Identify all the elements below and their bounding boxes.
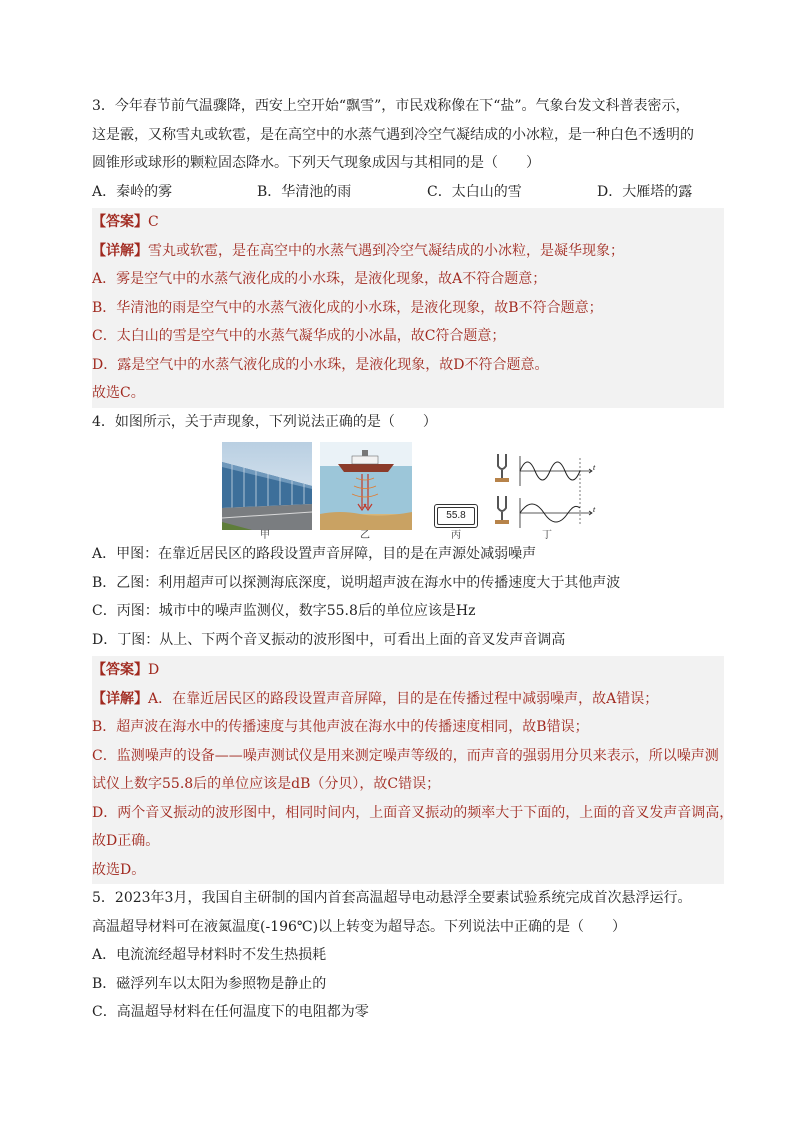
q3-option-d: D．大雁塔的露 (597, 183, 693, 200)
q3-answer-block (92, 208, 724, 408)
axis-t-label-bottom: t (593, 505, 596, 514)
q4-answer: 【答案】D (92, 662, 160, 678)
q4-option-c: C．丙图：城市中的噪声监测仪，数字55.8后的单位应该是Hz (92, 603, 476, 619)
q5-option-c: C．高温超导材料在任何温度下的电阻都为零 (92, 1004, 369, 1020)
noise-meter-display (434, 504, 478, 528)
q3-option-c: C．太白山的雪 (427, 183, 522, 200)
q4-option-d: D．丁图：从上、下两个音叉振动的波形图中，可看出上面的音叉发声音调高 (92, 631, 566, 648)
ship-sonar-image (320, 442, 412, 530)
q3-answer: 【答案】C (92, 214, 159, 230)
q3-option-b: B．华清池的雨 (257, 183, 352, 200)
q3-stem-line: 这是霰，又称雪丸或软雹，是在高空中的水蒸气遇到冷空气凝结成的小冰粒，是一种白色不透明的 (92, 126, 694, 143)
q3-detail-line: B．华清池的雨是空气中的水蒸气液化成的小水珠，是液化现象，故B不符合题意； (92, 299, 603, 316)
q3-detail-line: D．露是空气中的水蒸气液化成的小水珠，是液化现象，故D不符合题意。 (92, 356, 549, 373)
figure-caption-ding: 丁 (542, 530, 552, 541)
q4-stem: 4．如图所示，关于声现象，下列说法正确的是（ ） (92, 413, 437, 430)
q4-option-a: A．甲图：在靠近居民区的路段设置声音屏障，目的是在声源处减弱噪声 (92, 546, 537, 562)
axis-t-label-top: t (593, 463, 596, 472)
figure-caption-yi: 乙 (360, 530, 370, 541)
sound-barrier-image (222, 442, 312, 530)
q4-option-b: B．乙图：利用超声可以探测海底深度，说明超声波在海水中的传播速度大于其他声波 (92, 574, 621, 591)
q3-conclusion: 故选C。 (92, 385, 145, 401)
q3-options (92, 178, 724, 207)
tuning-fork-waveforms (492, 452, 597, 532)
q4-detail-line: 故D正确。 (92, 833, 160, 849)
q3-detail-line: C．太白山的雪是空气中的水蒸气凝华成的小冰晶，故C符合题意； (92, 328, 506, 344)
q4-detail-line: D．两个音叉振动的波形图中，相同时间内，上面音叉振动的频率大于下面的，上面的音叉发声音调高， (92, 804, 734, 821)
question-5 (92, 884, 724, 1027)
q4-detail-line: B．超声波在海水中的传播速度与其他声波在海水中的传播速度相同，故B错误； (92, 719, 589, 735)
question-4 (92, 408, 734, 885)
q5-option-b: B．磁浮列车以太阳为参照物是静止的 (92, 975, 327, 992)
q5-stem-line: 5．2023年3月，我国自主研制的国内首套高温超导电动悬浮全要素试验系统完成首次悬浮运行。 (92, 890, 692, 906)
q4-conclusion: 故选D。 (92, 861, 146, 878)
q4-detail-line: 试仪上数字55.8后的单位应该是dB（分贝），故C错误； (92, 776, 441, 792)
q5-stem-line: 高温超导材料可在液氮温度(-196℃)以上转变为超导态。下列说法中正确的是（ ） (92, 918, 627, 935)
q3-detail-head: 【详解】雪丸或软雹，是在高空中的水蒸气遇到冷空气凝结成的小冰粒，是凝华现象； (92, 242, 624, 259)
figure-caption-jia: 甲 (260, 530, 270, 541)
question-3 (92, 92, 724, 408)
q4-answer-block (92, 656, 734, 884)
figure-caption-bing: 丙 (451, 530, 461, 541)
q3-stem-line: 圆锥形或球形的颗粒固态降水。下列天气现象成因与其相同的是（ ） (92, 155, 540, 171)
q3-detail-line: A．雾是空气中的水蒸气液化成的小水珠，是液化现象，故A不符合题意； (92, 271, 547, 287)
document-page (92, 92, 734, 1027)
q4-detail-head: 【详解】A．在靠近居民区的路段设置声音屏障，目的是在传播过程中减弱噪声，故A错误； (92, 690, 659, 707)
noise-meter-inner: 55.8 (437, 507, 475, 525)
q3-option-a: A．秦岭的雾 (92, 183, 173, 200)
q4-figure (92, 442, 724, 541)
q5-option-a: A．电流流经超导材料时不发生热损耗 (92, 947, 327, 963)
q3-stem-line: 3．今年春节前气温骤降，西安上空开始“飘雪”，市民戏称像在下“盐”。气象台发文科普表密示， (92, 98, 690, 114)
q4-detail-line: C．监测噪声的设备——噪声测试仪是用来测定噪声等级的，而声音的强弱用分贝来表示，所以噪声测 (92, 747, 719, 764)
